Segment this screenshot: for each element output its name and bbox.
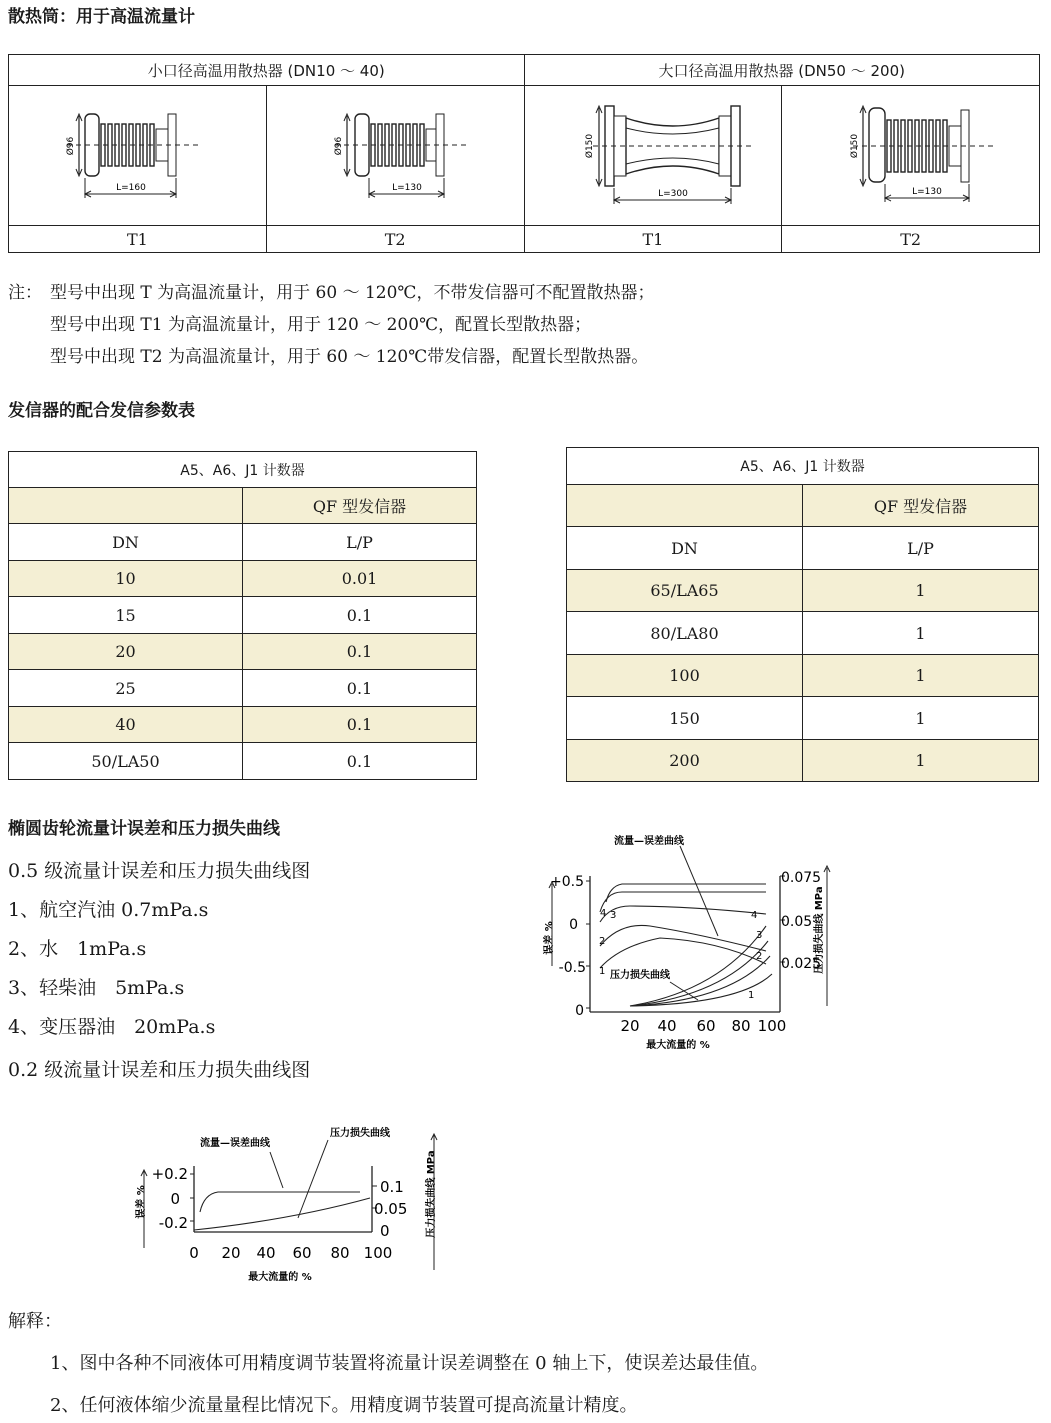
chart1-ylabel-right: 压力损失曲线 MPa: [814, 886, 825, 974]
fluid-item: 4、变压器油 20mPa.s: [8, 1016, 216, 1038]
section-title-signal: 发信器的配合发信参数表: [8, 401, 195, 421]
y-tick: 0: [170, 1190, 180, 1208]
signal-table-right: [566, 447, 1039, 782]
counter-caption: A5、A6、J1 计数器: [567, 448, 1039, 485]
curve-label: 3: [610, 910, 617, 921]
chart1-xlabel: 最大流量的 %: [646, 1040, 710, 1051]
large-radiator-header: 大口径高温用散热器 (DN50 ～ 200): [524, 55, 1040, 86]
x-tick: 40: [657, 1017, 677, 1035]
x-tick: 100: [757, 1017, 787, 1035]
drawing-cell: [524, 86, 782, 226]
y-right-tick: 0: [380, 1222, 390, 1240]
note-line: 型号中出现 T2 为高温流量计，用于 60 ～ 120℃带发信器，配置长型散热器。: [50, 347, 649, 367]
chart2-annotation: 压力损失曲线: [330, 1128, 390, 1139]
length-label: L=130: [911, 186, 942, 197]
qf-header: QF 型发信器: [243, 488, 477, 524]
length-label: L=160: [116, 182, 147, 193]
dn-cell: 50/LA50: [9, 743, 243, 780]
col-lp: L/P: [243, 524, 477, 561]
fluid-item: 1、航空汽油 0.7mPa.s: [8, 899, 209, 921]
counter-caption: A5、A6、J1 计数器: [9, 452, 477, 488]
lp-cell: 1: [803, 570, 1039, 612]
radiator-drawing-small-t2: [275, 94, 515, 214]
section-title-curves: 椭圆齿轮流量计误差和压力损失曲线: [8, 819, 280, 839]
note-prefix: 注：: [8, 283, 42, 303]
radiator-drawing-small-t1: [17, 94, 257, 214]
y-right-tick: 0.1: [380, 1178, 404, 1196]
curve-label: 4: [751, 910, 758, 921]
y-tick: +0.2: [151, 1165, 188, 1183]
section-title-radiator: 散热筒：用于高温流量计: [8, 7, 195, 27]
radiator-table: [8, 54, 1040, 253]
y-tick: 0: [569, 917, 578, 933]
x-tick: 0: [189, 1244, 199, 1262]
signal-table-left: [8, 451, 477, 780]
chart1-error-curves: [600, 884, 766, 968]
dia-label: Ø96: [66, 136, 77, 155]
radiator-drawing-large-t1: [533, 94, 773, 214]
dia-label: Ø150: [584, 133, 595, 158]
chart2-ylabel: 误差 %: [136, 1185, 147, 1219]
y-right-tick: 0.075: [781, 870, 822, 886]
curve-label: 1: [599, 966, 606, 977]
lp-cell: 0.1: [243, 597, 477, 634]
length-label: L=300: [658, 188, 688, 199]
chart2-error-curve: [200, 1192, 360, 1212]
lp-cell: 0.1: [243, 634, 477, 670]
explain-title: 解释：: [8, 1311, 62, 1332]
drawing-cell: [266, 86, 524, 226]
lp-cell: 0.1: [243, 707, 477, 743]
lp-cell: 1: [803, 697, 1039, 740]
chart2-pressure-curve: [194, 1198, 370, 1230]
x-tick: 60: [292, 1244, 312, 1262]
dia-label: Ø150: [849, 133, 860, 158]
dn-cell: 25: [9, 670, 243, 707]
chart1-title: 流量—误差曲线: [614, 836, 684, 847]
small-radiator-header: 小口径高温用散热器 (DN10 ～ 40): [9, 55, 525, 86]
explain-line: 2、任何液体缩少流量量程比情况下。用精度调节装置可提高流量计精度。: [50, 1395, 638, 1416]
curve-descriptions: [8, 852, 310, 1090]
note-line: 型号中出现 T 为高温流量计，用于 60 ～ 120℃，不带发信器可不配置散热器；: [50, 283, 655, 303]
x-tick: 80: [731, 1017, 751, 1035]
lp-cell: 1: [803, 655, 1039, 697]
curve-label: 2: [599, 936, 606, 947]
model-label: T1: [524, 226, 782, 253]
chart1-annotation: 压力损失曲线: [610, 970, 670, 981]
fluid-item: 2、水 1mPa.s: [8, 938, 147, 960]
fluid-item: 3、轻柴油 5mPa.s: [8, 977, 185, 999]
y-tick: -0.2: [158, 1214, 188, 1232]
y-tick: +0.5: [550, 874, 584, 890]
col-lp: L/P: [803, 527, 1039, 570]
length-label: L=130: [392, 182, 422, 193]
sub-title-02: 0.2 级流量计误差和压力损失曲线图: [8, 1059, 311, 1081]
radiator-drawing-large-t2: [791, 94, 1031, 214]
curve-label: 3: [756, 930, 763, 941]
chart2-xlabel: 最大流量的 %: [248, 1272, 312, 1283]
dn-cell: 10: [9, 561, 243, 597]
dn-cell: 65/LA65: [567, 570, 803, 612]
chart1-ylabel: 误差 %: [544, 921, 555, 955]
dn-cell: 15: [9, 597, 243, 634]
curve-label: 1: [748, 990, 755, 1001]
dn-cell: 20: [9, 634, 243, 670]
lp-cell: 0.1: [243, 670, 477, 707]
curve-label: 2: [756, 951, 763, 962]
lp-cell: 0.01: [243, 561, 477, 597]
x-tick: 100: [363, 1244, 393, 1262]
dn-cell: 80/LA80: [567, 612, 803, 655]
dn-cell: 100: [567, 655, 803, 697]
dia-label: Ø96: [334, 136, 345, 155]
x-tick: 20: [221, 1244, 241, 1262]
dn-cell: 40: [9, 707, 243, 743]
y-tick: 0: [575, 1003, 584, 1019]
lp-cell: 0.1: [243, 743, 477, 780]
x-tick: 80: [330, 1244, 350, 1262]
model-label: T2: [266, 226, 524, 253]
chart1-title-leader: [680, 846, 718, 936]
col-dn: DN: [567, 527, 803, 570]
col-dn: DN: [9, 524, 243, 561]
qf-header: QF 型发信器: [803, 485, 1039, 527]
y-tick: -0.5: [558, 960, 586, 976]
curve-label: 4: [600, 908, 607, 919]
y-right-tick: 0.05: [781, 914, 813, 930]
x-tick: 40: [256, 1244, 276, 1262]
lp-cell: 1: [803, 612, 1039, 655]
drawing-cell: [9, 86, 267, 226]
chart2-title: 流量—误差曲线: [200, 1138, 270, 1149]
note-line: 型号中出现 T1 为高温流量计，用于 120 ～ 200℃，配置长型散热器；: [50, 315, 592, 335]
model-label: T1: [9, 226, 267, 253]
chart-02-grade: [130, 1120, 450, 1290]
sub-title-05: 0.5 级流量计误差和压力损失曲线图: [8, 860, 311, 882]
model-label: T2: [782, 226, 1040, 253]
x-tick: 20: [620, 1017, 640, 1035]
explain-line: 1、图中各种不同液体可用精度调节装置将流量计误差调整在 0 轴上下，使误差达最佳值。: [50, 1353, 769, 1374]
dn-cell: 200: [567, 740, 803, 782]
dn-cell: 150: [567, 697, 803, 740]
lp-cell: 1: [803, 740, 1039, 782]
chart-05-grade: [530, 826, 840, 1058]
y-right-tick: 0.05: [374, 1200, 408, 1218]
drawing-cell: [782, 86, 1040, 226]
x-tick: 60: [696, 1017, 716, 1035]
y-right-tick: 0.025: [781, 956, 822, 972]
chart2-ylabel-right: 压力损失曲线 MPa: [426, 1150, 437, 1238]
